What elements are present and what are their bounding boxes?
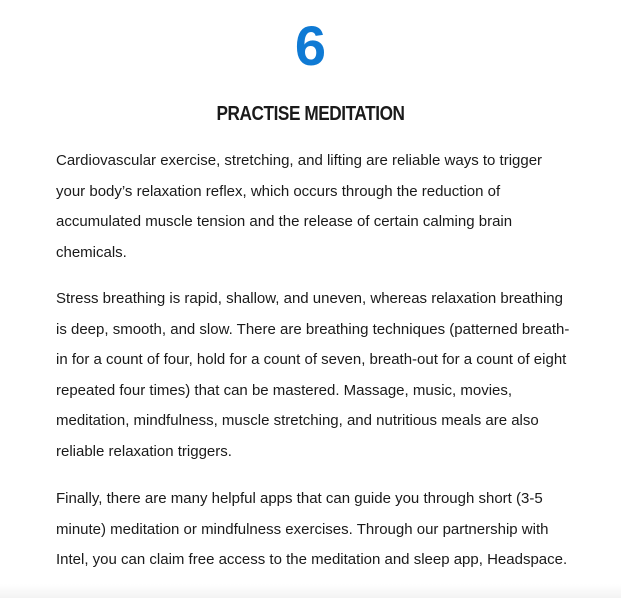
paragraph-line: Intel, you can claim free access to the meditation and sleep app, Headspace. xyxy=(56,551,568,568)
paragraph-line: accumulated muscle tension and the release of certain calming brain xyxy=(56,213,513,230)
paragraph-line: your body’s relaxation reflex, which occurs through the reduction of xyxy=(56,182,501,200)
paragraph-line: Cardiovascular exercise, stretching, and lifting are reliable ways to trigger xyxy=(56,152,543,169)
paragraph-apps xyxy=(56,484,596,576)
paragraph-line: in for a count of four, hold for a count of seven, breath-out for a count of eight xyxy=(56,351,567,368)
paragraph-line: Finally, there are many helpful apps that can guide you through short (3-5 xyxy=(56,490,543,507)
step-number: 6 xyxy=(294,14,327,77)
paragraph-exercise xyxy=(56,146,596,268)
paragraph-line: chemicals. xyxy=(56,243,127,261)
paragraph-breathing xyxy=(56,284,596,467)
paragraph-line: meditation, mindfulness, muscle stretching, and nutritious meals are also xyxy=(56,412,539,429)
paragraph-line: reliable relaxation triggers. xyxy=(56,442,232,460)
section-heading: PRACTISE MEDITATION xyxy=(216,103,405,125)
bottom-fade xyxy=(0,584,621,598)
paragraph-line: Stress breathing is rapid, shallow, and uneven, whereas relaxation breathing xyxy=(56,290,563,307)
paragraph-line: is deep, smooth, and slow. There are breathing techniques (patterned breath- xyxy=(56,320,570,338)
paragraph-line: repeated four times) that can be mastered. Massage, music, movies, xyxy=(56,381,513,399)
paragraph-line: minute) meditation or mindfulness exercises. Through our partnership with xyxy=(56,520,549,538)
